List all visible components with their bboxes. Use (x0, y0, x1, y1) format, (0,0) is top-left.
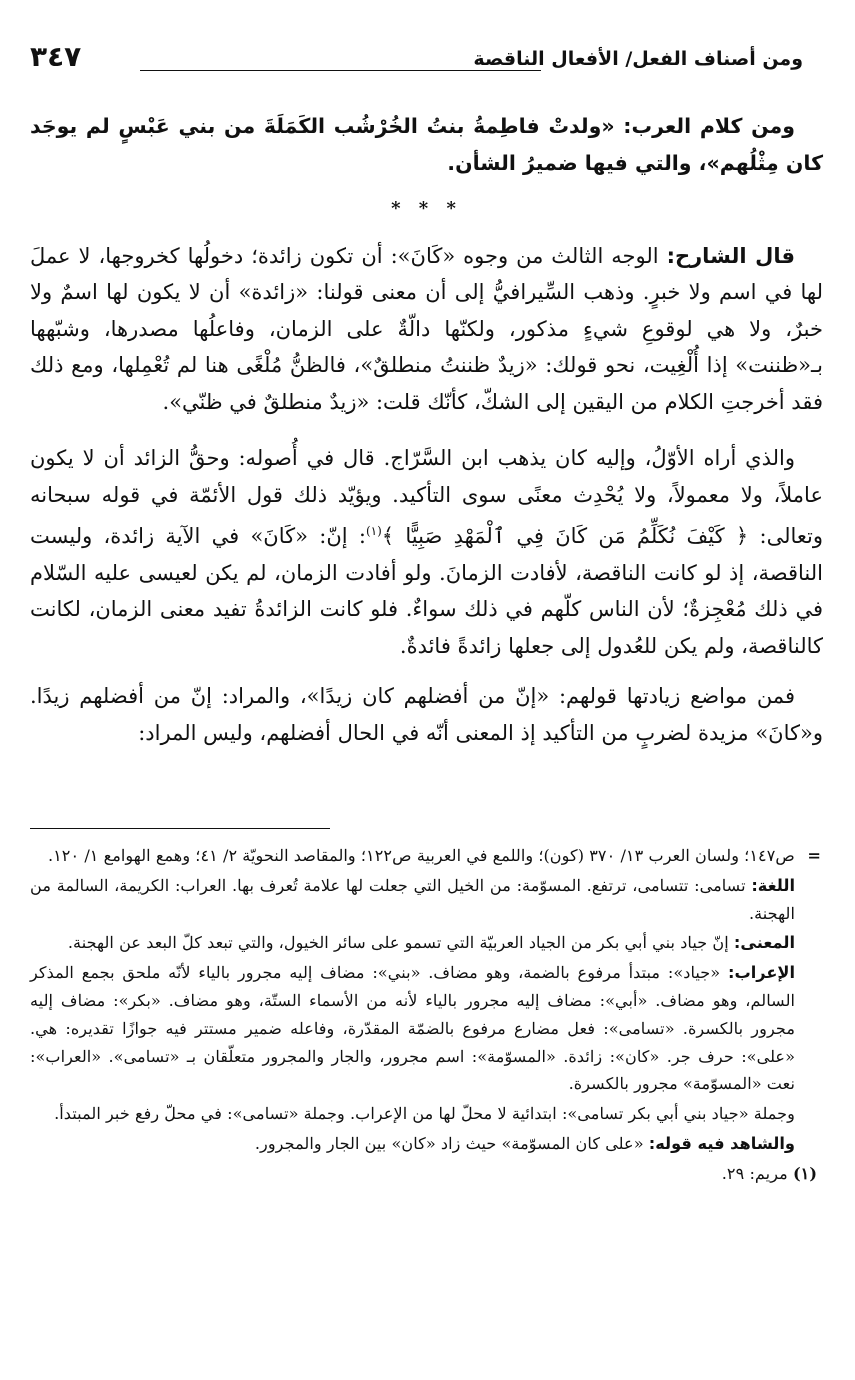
header-rule (140, 70, 541, 71)
footnote-1-text: مريم: ٢٩. (721, 1163, 788, 1183)
continuation-marker: = (807, 846, 821, 865)
paragraph-ibn-sarraj (30, 440, 823, 664)
footnote-jumla: وجملة «جياد بني أبي بكر تسامى»: ابتدائية لا محلّ لها من الإعراب. وجملة «تسامى»: في محلّ رفع خبر المبتدأ. (54, 1104, 795, 1124)
mana-label: المعنى: (733, 933, 795, 953)
chapter-title: ومن أصناف الفعل/ الأفعال الناقصة (473, 48, 803, 70)
page-number: ٣٤٧ (30, 40, 82, 73)
ibn-sarraj-text-cont: : إنّ: «كَانَ» في الآية زائدة، وليست الناقصة، إذ لو كانت الناقصة، لأفادت الزمانَ. ولو أفادت الزمان، لم يكن لعيسى عليه السّلام في ذلك مُعْجِزةٌ؛ لأن الناس كلّهم في ذلك سواءٌ. فلو كانت الزائدةُ تفيد معنى الزمان، لكانت كالناقصة، ولم يكن للعُدول إلى جعلها زائدةً فائدةٌ. (30, 524, 823, 658)
lugha-text: تسامى: تتسامى، ترتفع. المسوّمة: من الخيل التي جعلت لها علامة تُعرف بها. العراب: الكريمة، السالمة من الهجنة. (30, 875, 795, 923)
shahid-label: والشاهد فيه قوله: (648, 1133, 795, 1153)
section-separator: * * * (391, 198, 462, 219)
footnote-sources (30, 842, 821, 870)
ibn-sarraj-text: والذي أراه الأوّلُ، وإليه كان يذهب ابن السَّرّاج. قال في أُصوله: وحقُّ الزائد أن لا يكون عاملاً، ولا معمولاً، ولا يُحْدِث معنًى سوى التأكيد. ويؤيّد ذلك قول الأئمّة في قوله سبحانه وتعالى: (30, 446, 823, 548)
footnote-1 (30, 1160, 817, 1188)
footnote-mana (30, 929, 817, 957)
footnote-rule (30, 828, 330, 829)
sources-text: ص١٤٧؛ ولسان العرب ١٣/ ٣٧٠ (كون)؛ واللمع في العربية ص١٢٢؛ والمقاصد النحويّة ٢/ ٤١؛ وهمع الهوامع ١/ ١٢٠. (47, 846, 795, 865)
main-text (30, 108, 823, 751)
footnote-1-number: (١) (792, 1163, 817, 1183)
paragraph-gap (30, 420, 823, 440)
lugha-label: اللغة: (751, 875, 795, 895)
quran-verse: ﴿ كَيْفَ نُكَلِّمُ مَن كَانَ فِي ٱلْمَهْدِ صَبِيًّا ﴾ (381, 524, 749, 548)
footnote-shahid (30, 1130, 817, 1158)
footnote-irab (30, 959, 817, 1098)
shahid-text: «على كان المسوّمة» حيث زاد «كان» بين الجار والمجرور. (254, 1133, 644, 1153)
irab-text: «جياد»: مبتدأ مرفوع بالضمة، وهو مضاف. «بني»: مضاف إليه مجرور بالياء لأنّه ملحق بجمع المذكر السالم، وهو مضاف. «أبي»: مضاف إليه مجرور بالياء لأنه من الأسماء الستّة، وهو مضاف. «بكر»: مضاف إليه مجرور بالكسرة. «تسامى»: فعل مضارع مرفوع بالضمّة المقدّرة، وفاعله ضمير مستتر فيه جوازًا تقديره: هي. «على»: حرف جر. «كان»: زائدة. «المسوّمة»: اسم مجرور، والجار والمجرور متعلّقان بـ «تسامى». «العراب»: نعت «المسوّمة» مجرور بالكسرة. (30, 963, 795, 1094)
paragraph-gap (30, 664, 823, 678)
paragraph-commentator (30, 238, 823, 421)
footnote-ref-1[interactable]: (١) (365, 524, 382, 538)
footnotes (30, 842, 821, 1190)
commentator-text: الوجه الثالث من وجوه «كَانَ»: أن تكون زائدة؛ دخولُها كخروجها، لا عملَ لها في اسم ولا خبرٍ. وذهب السِّيرافيُّ إلى أن معنى قولنا: «زائدة» أن لا يكون لها اسمٌ ولا خبرٌ، ولا هي لوقوعِ شيءٍ مذكور، ولكنّها دالّةٌ على الزمان، وفاعلُها مصدرها، وشبّهها بـ«ظننت» إذا أُلْغِيت، نحو قولك: «زيدٌ ظننتُ منطلقٌ»، فالظنُّ مُلْغًى هنا لم تُعْمِلها، ومع ذلك فقد أخرجتِ الكلام من اليقين إلى الشكّ، كأنّك قلت: «زيدٌ منطلقٌ في ظنّي». (30, 243, 823, 414)
paragraph-examples: فمن مواضع زيادتها قولهم: «إنّ من أفضلهم كان زيدًا»، والمراد: إنّ من أفضلهم زيدًا. و«كانَ» مزيدة لضربٍ من التأكيد إذ المعنى أنّه في الحال أفضلهم، وليس المراد: (30, 684, 823, 745)
running-header (30, 40, 803, 84)
irab-label: الإعراب: (727, 963, 795, 983)
footnote-lugha (30, 872, 817, 928)
mana-text: إنّ جياد بني أبي بكر من الجياد العربيّة التي تسمو على سائر الخيول، والتي تبعد كلّ البعد عن الهجنة. (67, 933, 729, 953)
paragraph-arab-saying: ومن كلام العرب: «ولدتْ فاطِمةُ بنتُ الخُرْشُب الكَمَلَةَ من بني عَبْسٍ لم يوجَد كان مِثْلُهم»، والتي فيها ضميرُ الشأن. (30, 114, 823, 175)
commentator-label: قال الشارح: (666, 243, 795, 268)
